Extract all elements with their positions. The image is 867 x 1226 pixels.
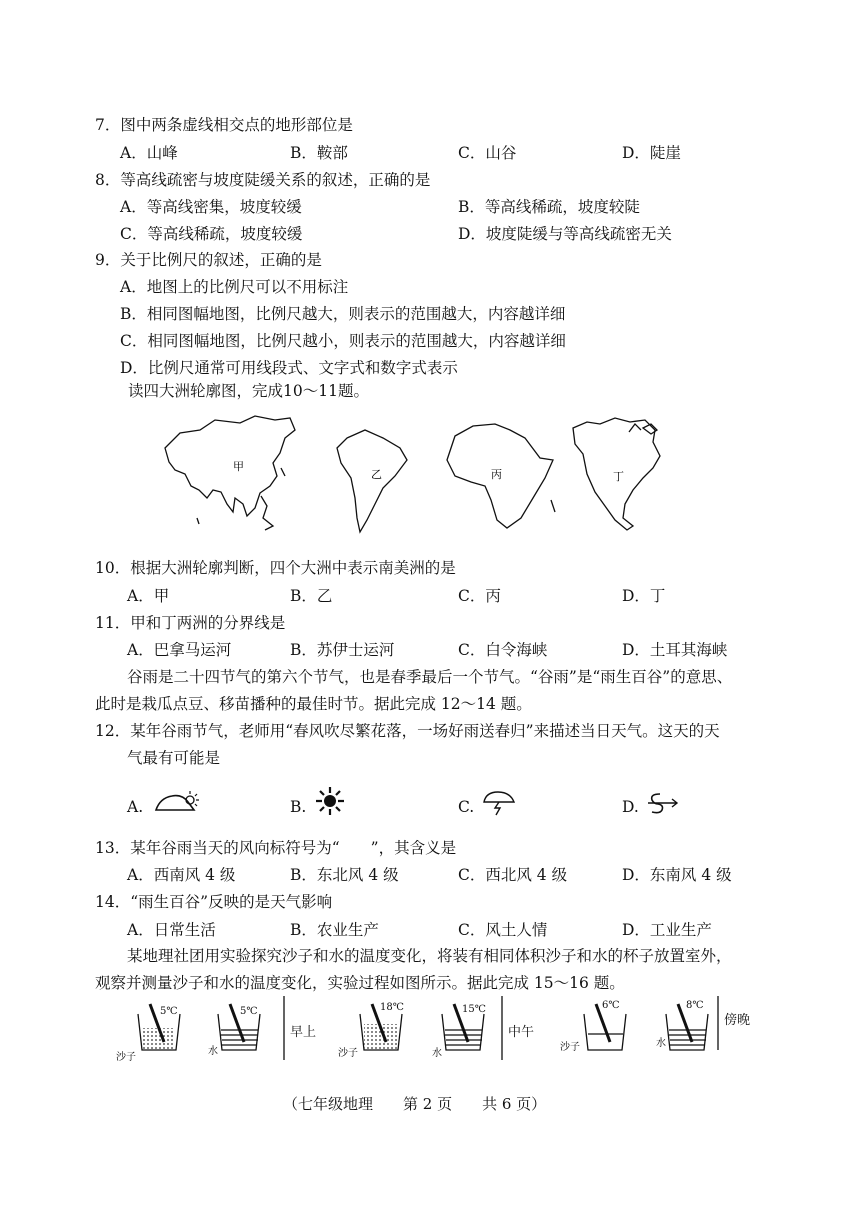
evening-sand-temp: 6℃ <box>602 1000 620 1011</box>
q7-option-a[interactable]: A．山峰 <box>120 144 178 162</box>
q10-option-c[interactable]: C．丙 <box>458 587 501 605</box>
q10-stem: 10．根据大洲轮廓判断，四个大洲中表示南美洲的是 <box>95 559 456 577</box>
continent-yi-outline <box>337 430 407 532</box>
label-jia: 甲 <box>233 460 244 473</box>
q9-option-b[interactable]: B．相同图幅地图，比例尺越大，则表示的范围越大，内容越详细 <box>120 305 566 323</box>
q12-option-a[interactable]: A. <box>127 798 144 816</box>
noon-sand-label: 沙子 <box>338 1048 358 1059</box>
noon-water-label: 水 <box>432 1048 442 1059</box>
q7-option-d[interactable]: D．陡崖 <box>622 144 681 162</box>
q12-option-c[interactable]: C. <box>458 798 475 816</box>
q10-option-a[interactable]: A．甲 <box>127 587 170 605</box>
partly-cloudy-icon <box>152 788 202 814</box>
evening-sand-label: 沙子 <box>560 1042 580 1053</box>
q8-option-b[interactable]: B．等高线稀疏，坡度较陡 <box>458 198 640 216</box>
q14-option-b[interactable]: B．农业生产 <box>290 921 379 939</box>
evening-water-temp: 8℃ <box>686 1000 704 1011</box>
intro-12-14-line2: 此时是栽瓜点豆、移苗播种的最佳时节。据此完成 12～14 题。 <box>95 695 532 713</box>
continent-jia-outline <box>165 416 295 516</box>
noon-sand-temp: 18℃ <box>380 1002 404 1013</box>
q7-stem: 7．图中两条虚线相交点的地形部位是 <box>95 116 353 134</box>
q13-option-d[interactable]: D．东南风 4 级 <box>622 866 732 884</box>
evening-label: 傍晚 <box>724 1013 751 1028</box>
q8-option-c[interactable]: C．等高线稀疏，坡度较缓 <box>120 225 303 243</box>
morning-water-label: 水 <box>208 1046 218 1057</box>
q9-option-d[interactable]: D．比例尺通常可用线段式、文字式和数字式表示 <box>120 359 458 377</box>
q9-stem: 9．关于比例尺的叙述，正确的是 <box>95 251 322 269</box>
label-yi: 乙 <box>371 468 382 481</box>
q14-option-a[interactable]: A．日常生活 <box>127 921 216 939</box>
q9-option-a[interactable]: A．地图上的比例尺可以不用标注 <box>120 278 349 296</box>
q11-option-a[interactable]: A．巴拿马运河 <box>127 641 232 659</box>
morning-sand-label: 沙子 <box>116 1052 136 1063</box>
q13-stem: 13．某年谷雨当天的风向标符号为“ ”，其含义是 <box>95 839 457 857</box>
morning-label: 早上 <box>290 1025 317 1040</box>
q11-stem: 11．甲和丁两洲的分界线是 <box>95 614 286 632</box>
morning-sand-temp: 5℃ <box>160 1006 178 1017</box>
evening-water-label: 水 <box>656 1038 666 1049</box>
intro-15-16-line2: 观察并测量沙子和水的温度变化，实验过程如图所示。据此完成 15～16 题。 <box>95 974 625 992</box>
q11-option-b[interactable]: B．苏伊士运河 <box>290 641 395 659</box>
q10-option-d[interactable]: D．丁 <box>622 587 666 605</box>
q9-option-c[interactable]: C．相同图幅地图，比例尺越小，则表示的范围越大，内容越详细 <box>120 332 566 350</box>
q12-option-b[interactable]: B. <box>290 798 307 816</box>
intro-12-14-line1: 谷雨是二十四节气的第六个节气，也是春季最后一个节气。“谷雨”是“雨生百谷”的意思、 <box>127 668 733 686</box>
q13-option-a[interactable]: A．西南风 4 级 <box>127 866 236 884</box>
sunny-icon <box>313 786 347 816</box>
q13-option-b[interactable]: B．东北风 4 级 <box>290 866 399 884</box>
q7-option-b[interactable]: B．鞍部 <box>290 144 348 162</box>
q11-option-c[interactable]: C．白令海峡 <box>458 641 548 659</box>
q12-stem-line1: 12．某年谷雨节气，老师用“春风吹尽繁花落，一场好雨送春归”来描述当日天气。这天的天 <box>95 722 720 740</box>
q8-option-d[interactable]: D．坡度陡缓与等高线疏密无关 <box>458 225 672 243</box>
q13-option-c[interactable]: C．西北风 4 级 <box>458 866 568 884</box>
page-footer: （七年级地理 第 2 页 共 6 页） <box>283 1095 547 1113</box>
q11-option-d[interactable]: D．土耳其海峡 <box>622 641 728 659</box>
sand-water-experiment-diagram <box>110 994 790 1068</box>
label-bing: 丙 <box>491 468 502 481</box>
q10-option-b[interactable]: B．乙 <box>290 587 333 605</box>
intro-15-16-line1: 某地理社团用实验探究沙子和水的温度变化，将装有相同体积沙子和水的杯子放置室外， <box>127 947 732 965</box>
label-ding: 丁 <box>613 470 624 483</box>
q8-stem: 8．等高线疏密与坡度陡缓关系的叙述，正确的是 <box>95 171 431 189</box>
q7-option-c[interactable]: C．山谷 <box>458 144 517 162</box>
shower-rain-icon <box>480 788 520 816</box>
q12-option-d[interactable]: D. <box>622 798 639 816</box>
q14-option-c[interactable]: C．风土人情 <box>458 921 548 939</box>
morning-water-temp: 5℃ <box>240 1006 258 1017</box>
q14-stem: 14．“雨生百谷”反映的是天气影响 <box>95 893 333 911</box>
intro-10-11: 读四大洲轮廓图，完成10～11题。 <box>128 382 369 400</box>
noon-label: 中午 <box>508 1025 535 1040</box>
q14-option-d[interactable]: D．工业生产 <box>622 921 712 939</box>
q8-option-a[interactable]: A．等高线密集，坡度较缓 <box>120 198 302 216</box>
continents-outline-map <box>155 408 675 538</box>
q12-stem-line2: 气最有可能是 <box>127 749 221 767</box>
sandstorm-icon <box>642 788 682 816</box>
noon-water-temp: 15℃ <box>462 1004 486 1015</box>
